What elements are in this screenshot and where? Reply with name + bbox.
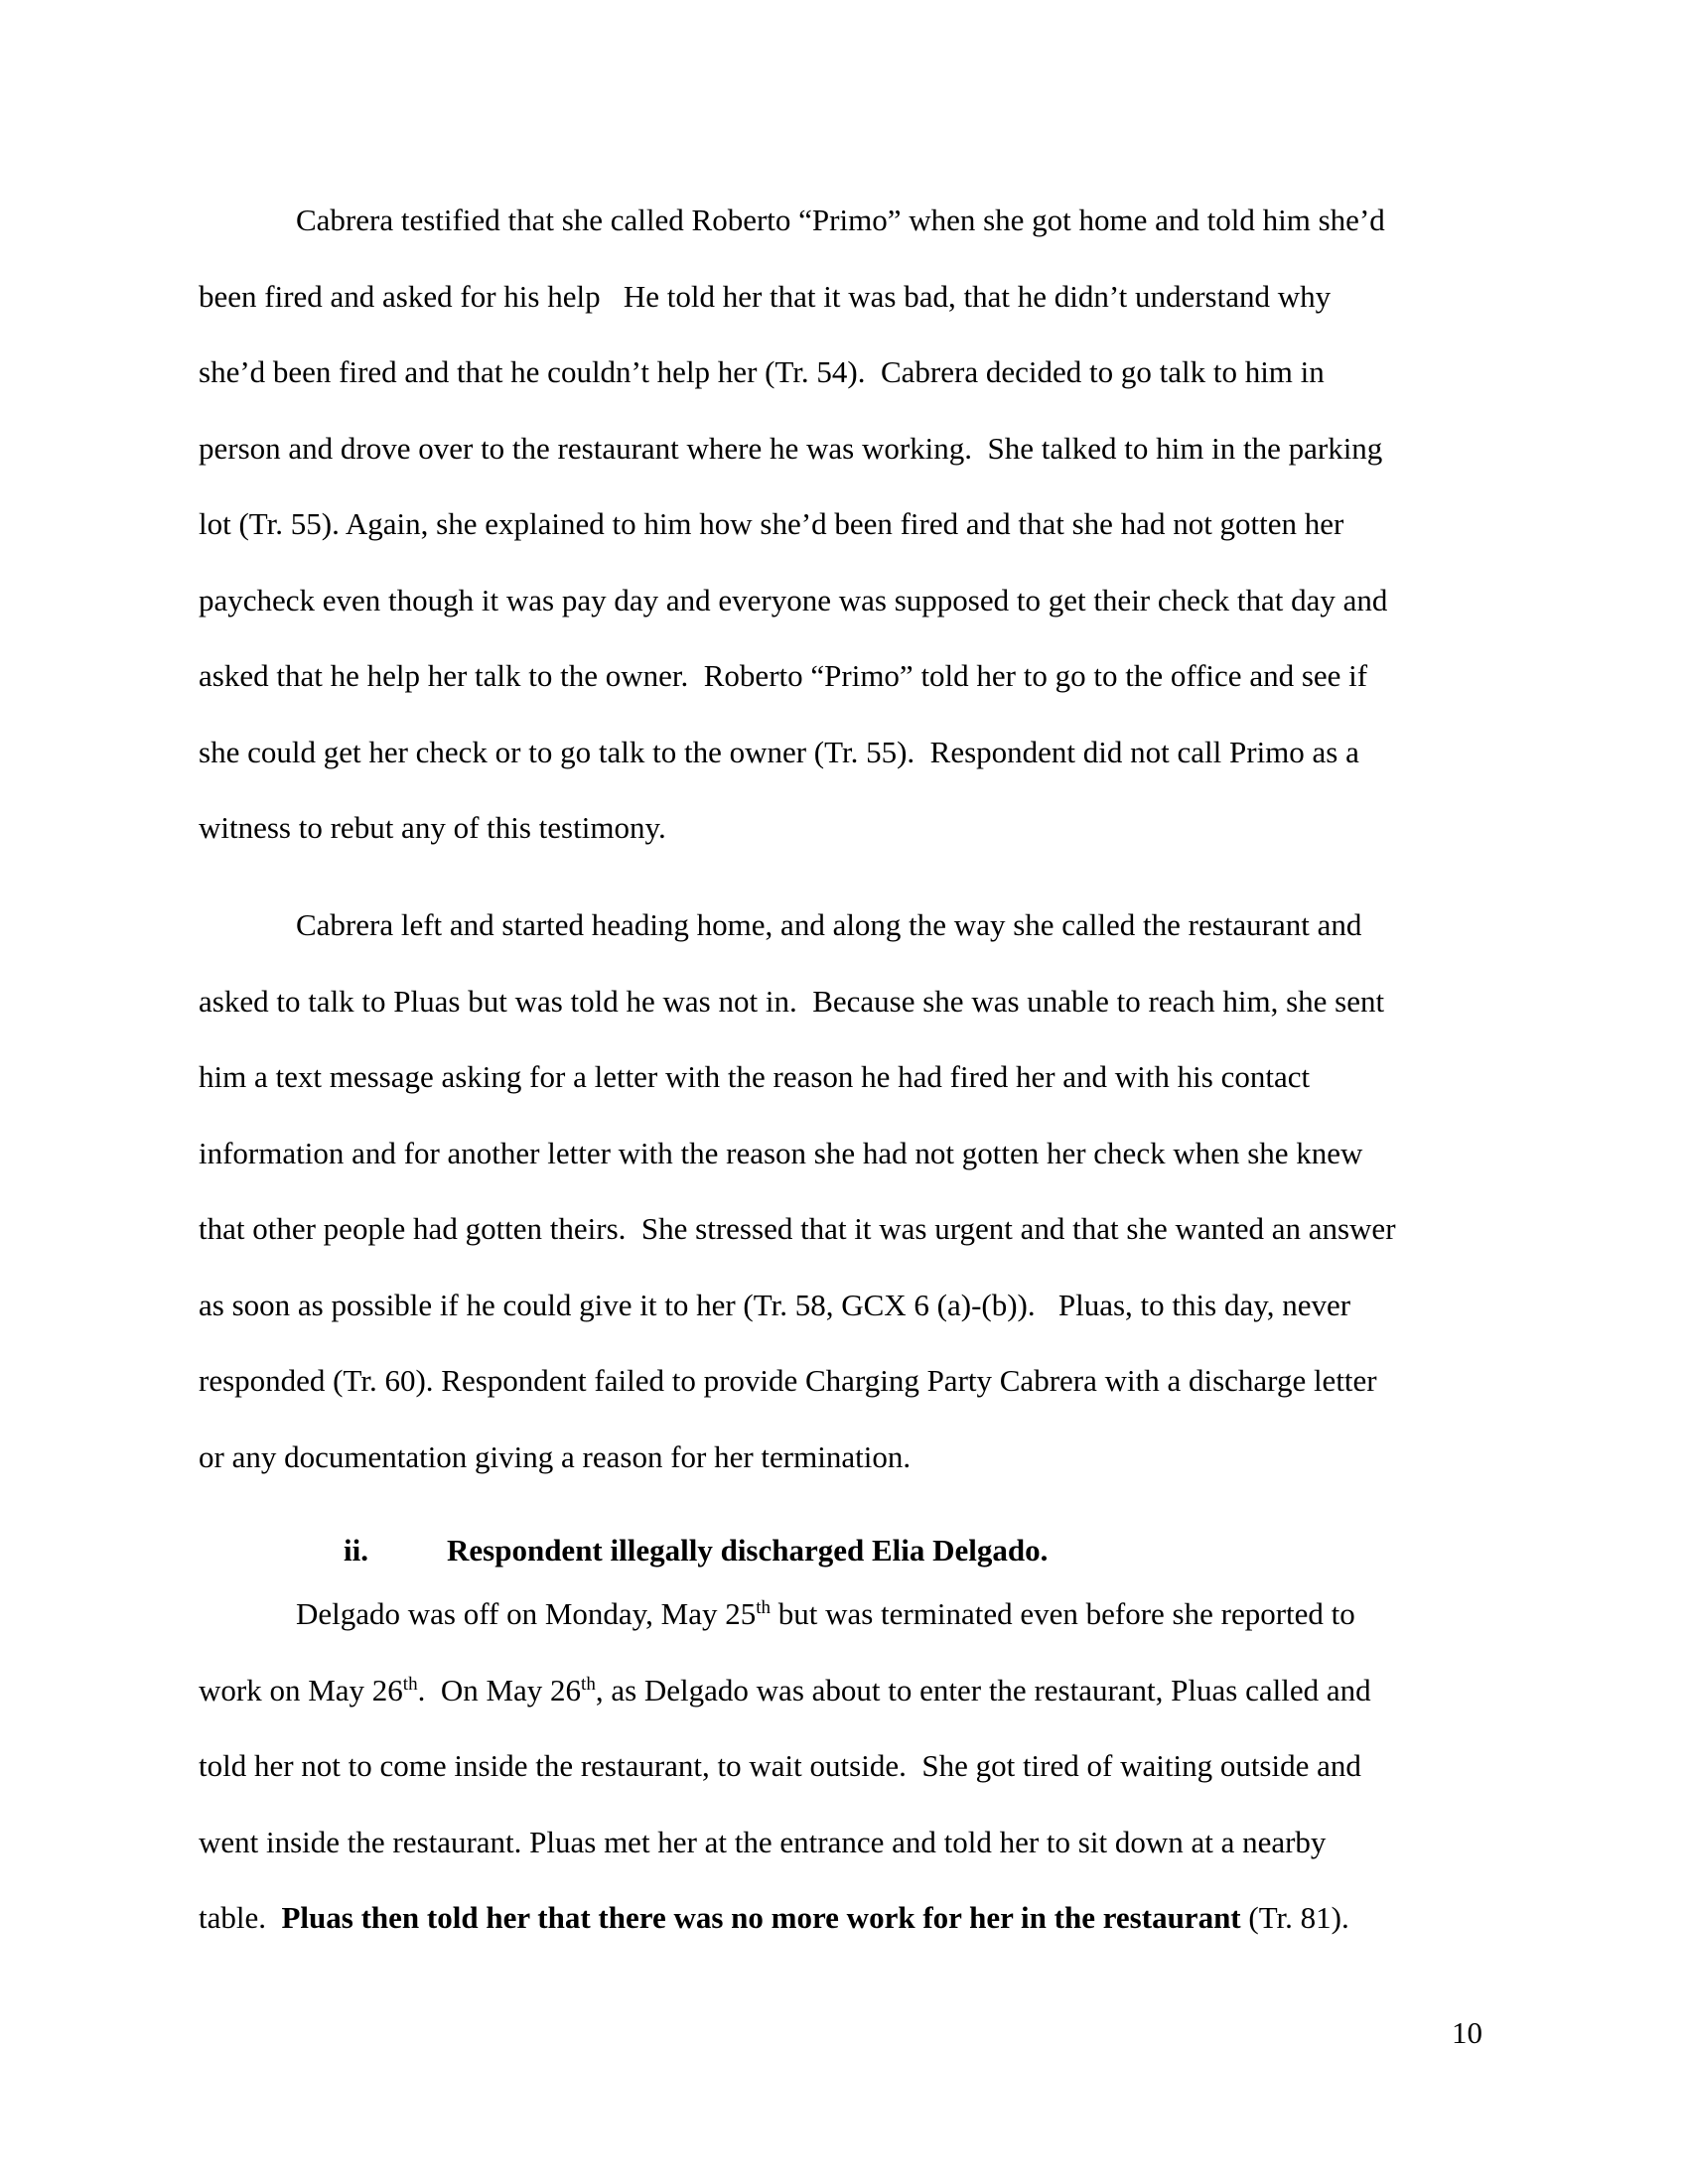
text-line: or any documentation giving a reason for her termination. — [199, 1438, 912, 1474]
paragraph-delgado-discharge — [199, 1576, 1509, 1957]
text-line: went inside the restaurant. Pluas met her at the entrance and told her to sit down at a nearby — [199, 1824, 1327, 1859]
text-line: Cabrera left and started heading home, and along the way she called the restaurant and — [296, 907, 1362, 942]
text-line: she’d been fired and that he couldn’t help her (Tr. 54). Cabrera decided to go talk to him in — [199, 354, 1325, 389]
text-run: , as Delgado was about to enter the restaurant, Pluas called and — [595, 1672, 1371, 1707]
ordinal-suffix: th — [756, 1597, 771, 1618]
paragraph-cabrera-text-message — [199, 887, 1509, 1495]
text-line: him a text message asking for a letter with the reason he had fired her and with his contact — [199, 1059, 1311, 1094]
text-line: witness to rebut any of this testimony. — [199, 810, 666, 845]
text-run: (Tr. 81). — [1240, 1900, 1349, 1935]
text-line: Cabrera testified that she called Roberto “Primo” when she got home and told him she’d — [296, 203, 1385, 237]
text-run: table. — [199, 1900, 282, 1935]
text-line: told her not to come inside the restaurant, to wait outside. She got tired of waiting outside and — [199, 1748, 1361, 1783]
paragraph-cabrera-primo — [199, 183, 1509, 867]
section-heading: Respondent illegally discharged Elia Delgado. — [447, 1533, 1049, 1568]
text-line — [199, 1576, 1509, 1653]
text-line: paycheck even though it was pay day and everyone was supposed to get their check that day and — [199, 582, 1388, 617]
text-line: she could get her check or to go talk to the owner (Tr. 55). Respondent did not call Primo as a — [199, 734, 1359, 769]
text-line: responded (Tr. 60). Respondent failed to provide Charging Party Cabrera with a discharge letter — [199, 1363, 1377, 1398]
text-line: information and for another letter with the reason she had not gotten her check when she knew — [199, 1135, 1363, 1170]
text-line: asked to talk to Pluas but was told he was not in. Because she was unable to reach him, she sent — [199, 983, 1385, 1019]
text-line: that other people had gotten theirs. She stressed that it was urgent and that she wanted an answer — [199, 1211, 1396, 1246]
text-run: . On May 26 — [417, 1672, 582, 1707]
text-line: person and drove over to the restaurant where he was working. She talked to him in the parking — [199, 430, 1383, 466]
text-run: but was terminated even before she reported to — [770, 1596, 1355, 1631]
text-line: as soon as possible if he could give it to her (Tr. 58, GCX 6 (a)-(b)). Pluas, to this day, never — [199, 1287, 1351, 1322]
ordinal-suffix: th — [581, 1673, 596, 1695]
section-number: ii. — [344, 1533, 368, 1568]
text-line: been fired and asked for his help He told her that it was bad, that he didn’t understand why — [199, 278, 1332, 314]
text-run: work on May 26 — [199, 1672, 403, 1707]
ordinal-suffix: th — [402, 1673, 418, 1695]
page-number: 10 — [1452, 2015, 1482, 2050]
text-run: Delgado was off on Monday, May 25 — [296, 1596, 757, 1631]
text-line — [199, 1880, 1509, 1957]
bold-text-run: Pluas then told her that there was no more work for her in the restaurant — [281, 1900, 1241, 1935]
text-line: asked that he help her talk to the owner. Roberto “Primo” told her to go to the office and see if — [199, 658, 1368, 693]
text-line: lot (Tr. 55). Again, she explained to him how she’d been fired and that she had not gotten her — [199, 506, 1344, 541]
text-line — [199, 1653, 1509, 1729]
